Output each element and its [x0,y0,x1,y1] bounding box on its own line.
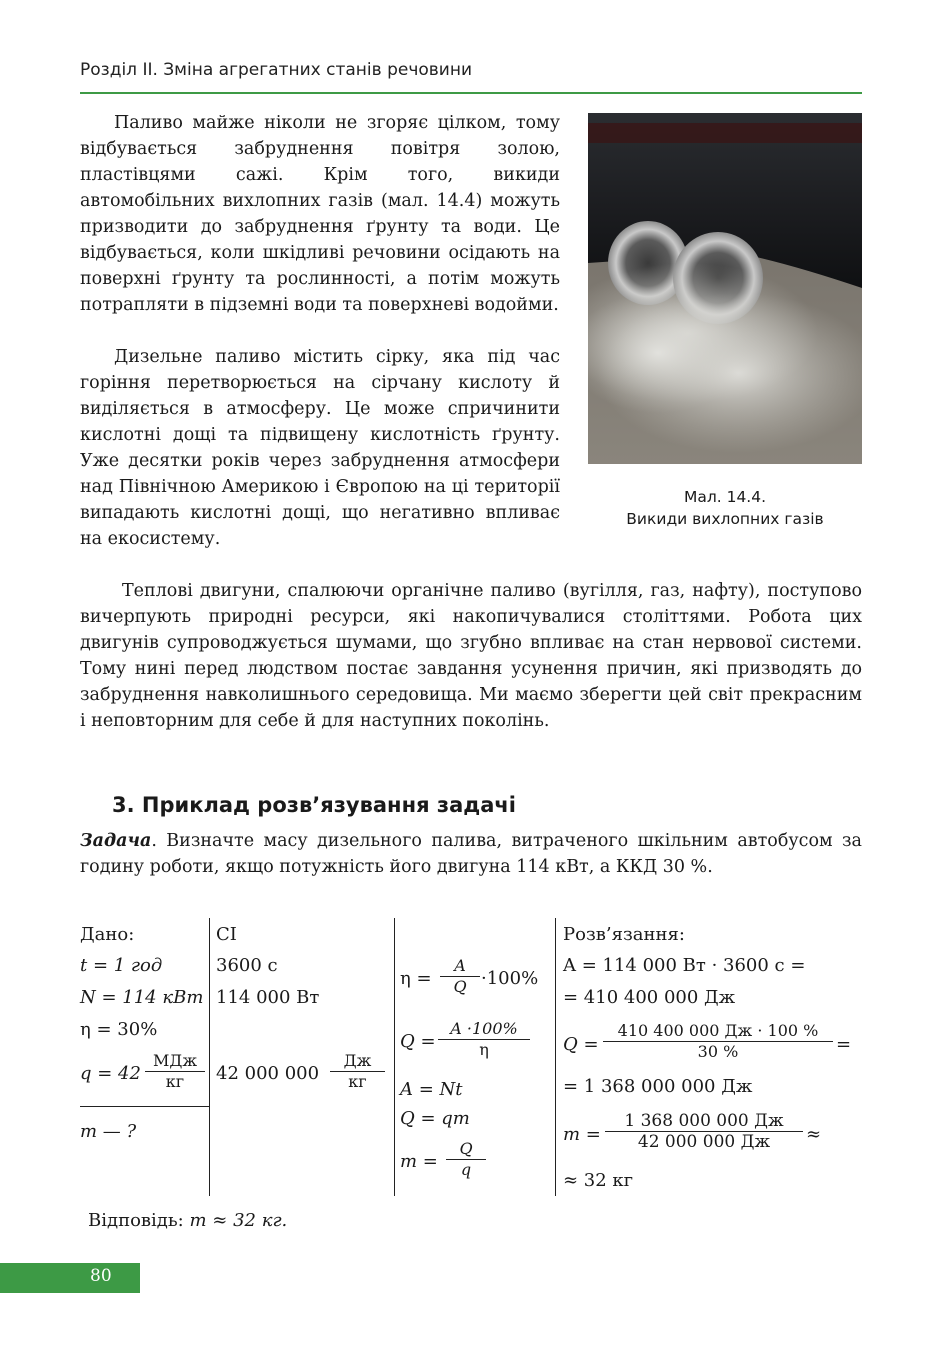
paragraph-1 [80,110,560,318]
answer-line [88,1210,287,1231]
formula-eta-frac [440,956,480,997]
task-paragraph [80,828,862,880]
page-number: 80 [90,1266,112,1286]
table-divider-1 [209,918,210,1196]
formula-eta-right: ·100% [481,968,539,989]
si-q-den: кг [348,1072,367,1091]
solution-Q-frac [603,1021,833,1062]
formula-m-left: m = [400,1151,438,1172]
formula-eta-num: A [440,956,480,977]
given-N: N = 114 кВт [80,987,204,1008]
solution-m-left: m = [563,1124,601,1145]
solution-m2: ≈ 32 кг [563,1170,634,1191]
formula-Q2: Q = qm [400,1108,470,1129]
caption-text: Викиди вихлопних газів [626,510,824,528]
running-header: Розділ ІІ. Зміна агрегатних станів речовини [80,60,472,80]
caption-label: Мал. 14.4. [683,488,767,506]
formula-m-den: q [460,1160,472,1179]
solution-Q-den: 30 % [697,1042,739,1061]
paragraph-2-text: Дизельне паливо містить сірку, яка під час горіння перетворюється на сірчану кислоту й виділяється в атмосферу. Це може спричинити кислотні дощі та підвищену кислотність ґрунту. Уже десятки років через забруднення атмосфери над Північною Америкою і Європою на ці території випадають кислотні дощі, що негативно впливає на екосистему. [80,347,560,549]
formula-m-frac [446,1139,486,1180]
solution-Q-right: = [836,1034,852,1055]
table-divider-2 [394,918,395,1196]
formula-A: A = Nt [400,1079,463,1100]
header-rule [80,92,862,94]
figure-caption [588,486,862,530]
si-q-unit [330,1051,385,1092]
exhaust-photo [588,113,862,464]
given-find: m — ? [80,1121,137,1142]
solution-A1: A = 114 000 Вт · 3600 с = [563,955,806,976]
si-q-num: Дж [330,1051,385,1072]
given-q-left: q = 42 [80,1063,141,1084]
solution-Q-num: 410 400 000 Дж · 100 % [603,1021,833,1042]
given-q-unit [145,1051,205,1092]
paragraph-2 [80,344,560,552]
formula-Q-frac [438,1019,530,1060]
si-t: 3600 с [216,955,278,976]
given-q-num: МДж [145,1051,205,1072]
solution-m-right: ≈ [806,1124,822,1145]
solution-m-den: 42 000 000 Дж [637,1132,771,1152]
answer-label: Відповідь: [88,1210,190,1231]
given-t: t = 1 год [80,955,163,976]
formula-Q-num: A ·100% [438,1019,530,1040]
page-number-bar [0,1263,140,1293]
section-title: 3. Приклад розв’язування задачі [112,793,516,817]
formula-eta-den: Q [453,977,467,996]
formula-m-num: Q [446,1139,486,1160]
solution-Q2: = 1 368 000 000 Дж [563,1076,753,1097]
solution-m-frac [605,1111,803,1152]
si-N: 114 000 Вт [216,987,320,1008]
formula-Q-left: Q = [400,1031,436,1052]
task-label: Задача [80,831,152,851]
task-text: . Визначте масу дизельного палива, витраченого шкільним автобусом за годину роботи, якщо потужність його двигуна 114 кВт, а ККД 30 %. [80,831,862,877]
si-header: СІ [216,924,237,945]
solution-A2: = 410 400 000 Дж [563,987,736,1008]
solution-Q-left: Q = [563,1034,599,1055]
given-underline [80,1106,209,1107]
solution-header: Розв’язання: [563,924,685,945]
answer-value: m ≈ 32 кг. [189,1210,288,1231]
given-eta: η = 30% [80,1019,158,1040]
paragraph-3-text: Теплові двигуни, спалюючи органічне паливо (вугілля, газ, нафту), поступово вичерпують природні ресурси, які накопичувалися століттями. Робота цих двигунів супроводжується шумами, що згубно впливає на стан нервової системи. Тому нині перед людством постає завдання усунення причин, які призводять до забруднення навколишнього середовища. Ми маємо зберегти цей світ прекрасним і неповторним для себе й для наступних поколінь. [80,581,862,731]
formula-eta-left: η = [400,968,432,989]
si-q-left: 42 000 000 [216,1063,320,1084]
given-header: Дано: [80,924,135,945]
paragraph-3 [80,578,862,734]
solution-m-num: 1 368 000 000 Дж [605,1111,803,1132]
formula-Q-den: η [479,1040,489,1059]
given-q-den: кг [165,1072,185,1091]
table-divider-3 [555,918,556,1196]
paragraph-1-text: Паливо майже ніколи не згоряє цілком, тому відбувається забруднення повітря золою, пластівцями сажі. Крім того, викиди автомобільних вихлопних газів (мал. 14.4) можуть призводити до забруднення ґрунту та води. Це відбувається, коли шкідливі речовини осідають на поверхні ґрунту та рослинності, а потім можуть потрапляти в підземні води та поверхневі водойми. [80,113,560,315]
